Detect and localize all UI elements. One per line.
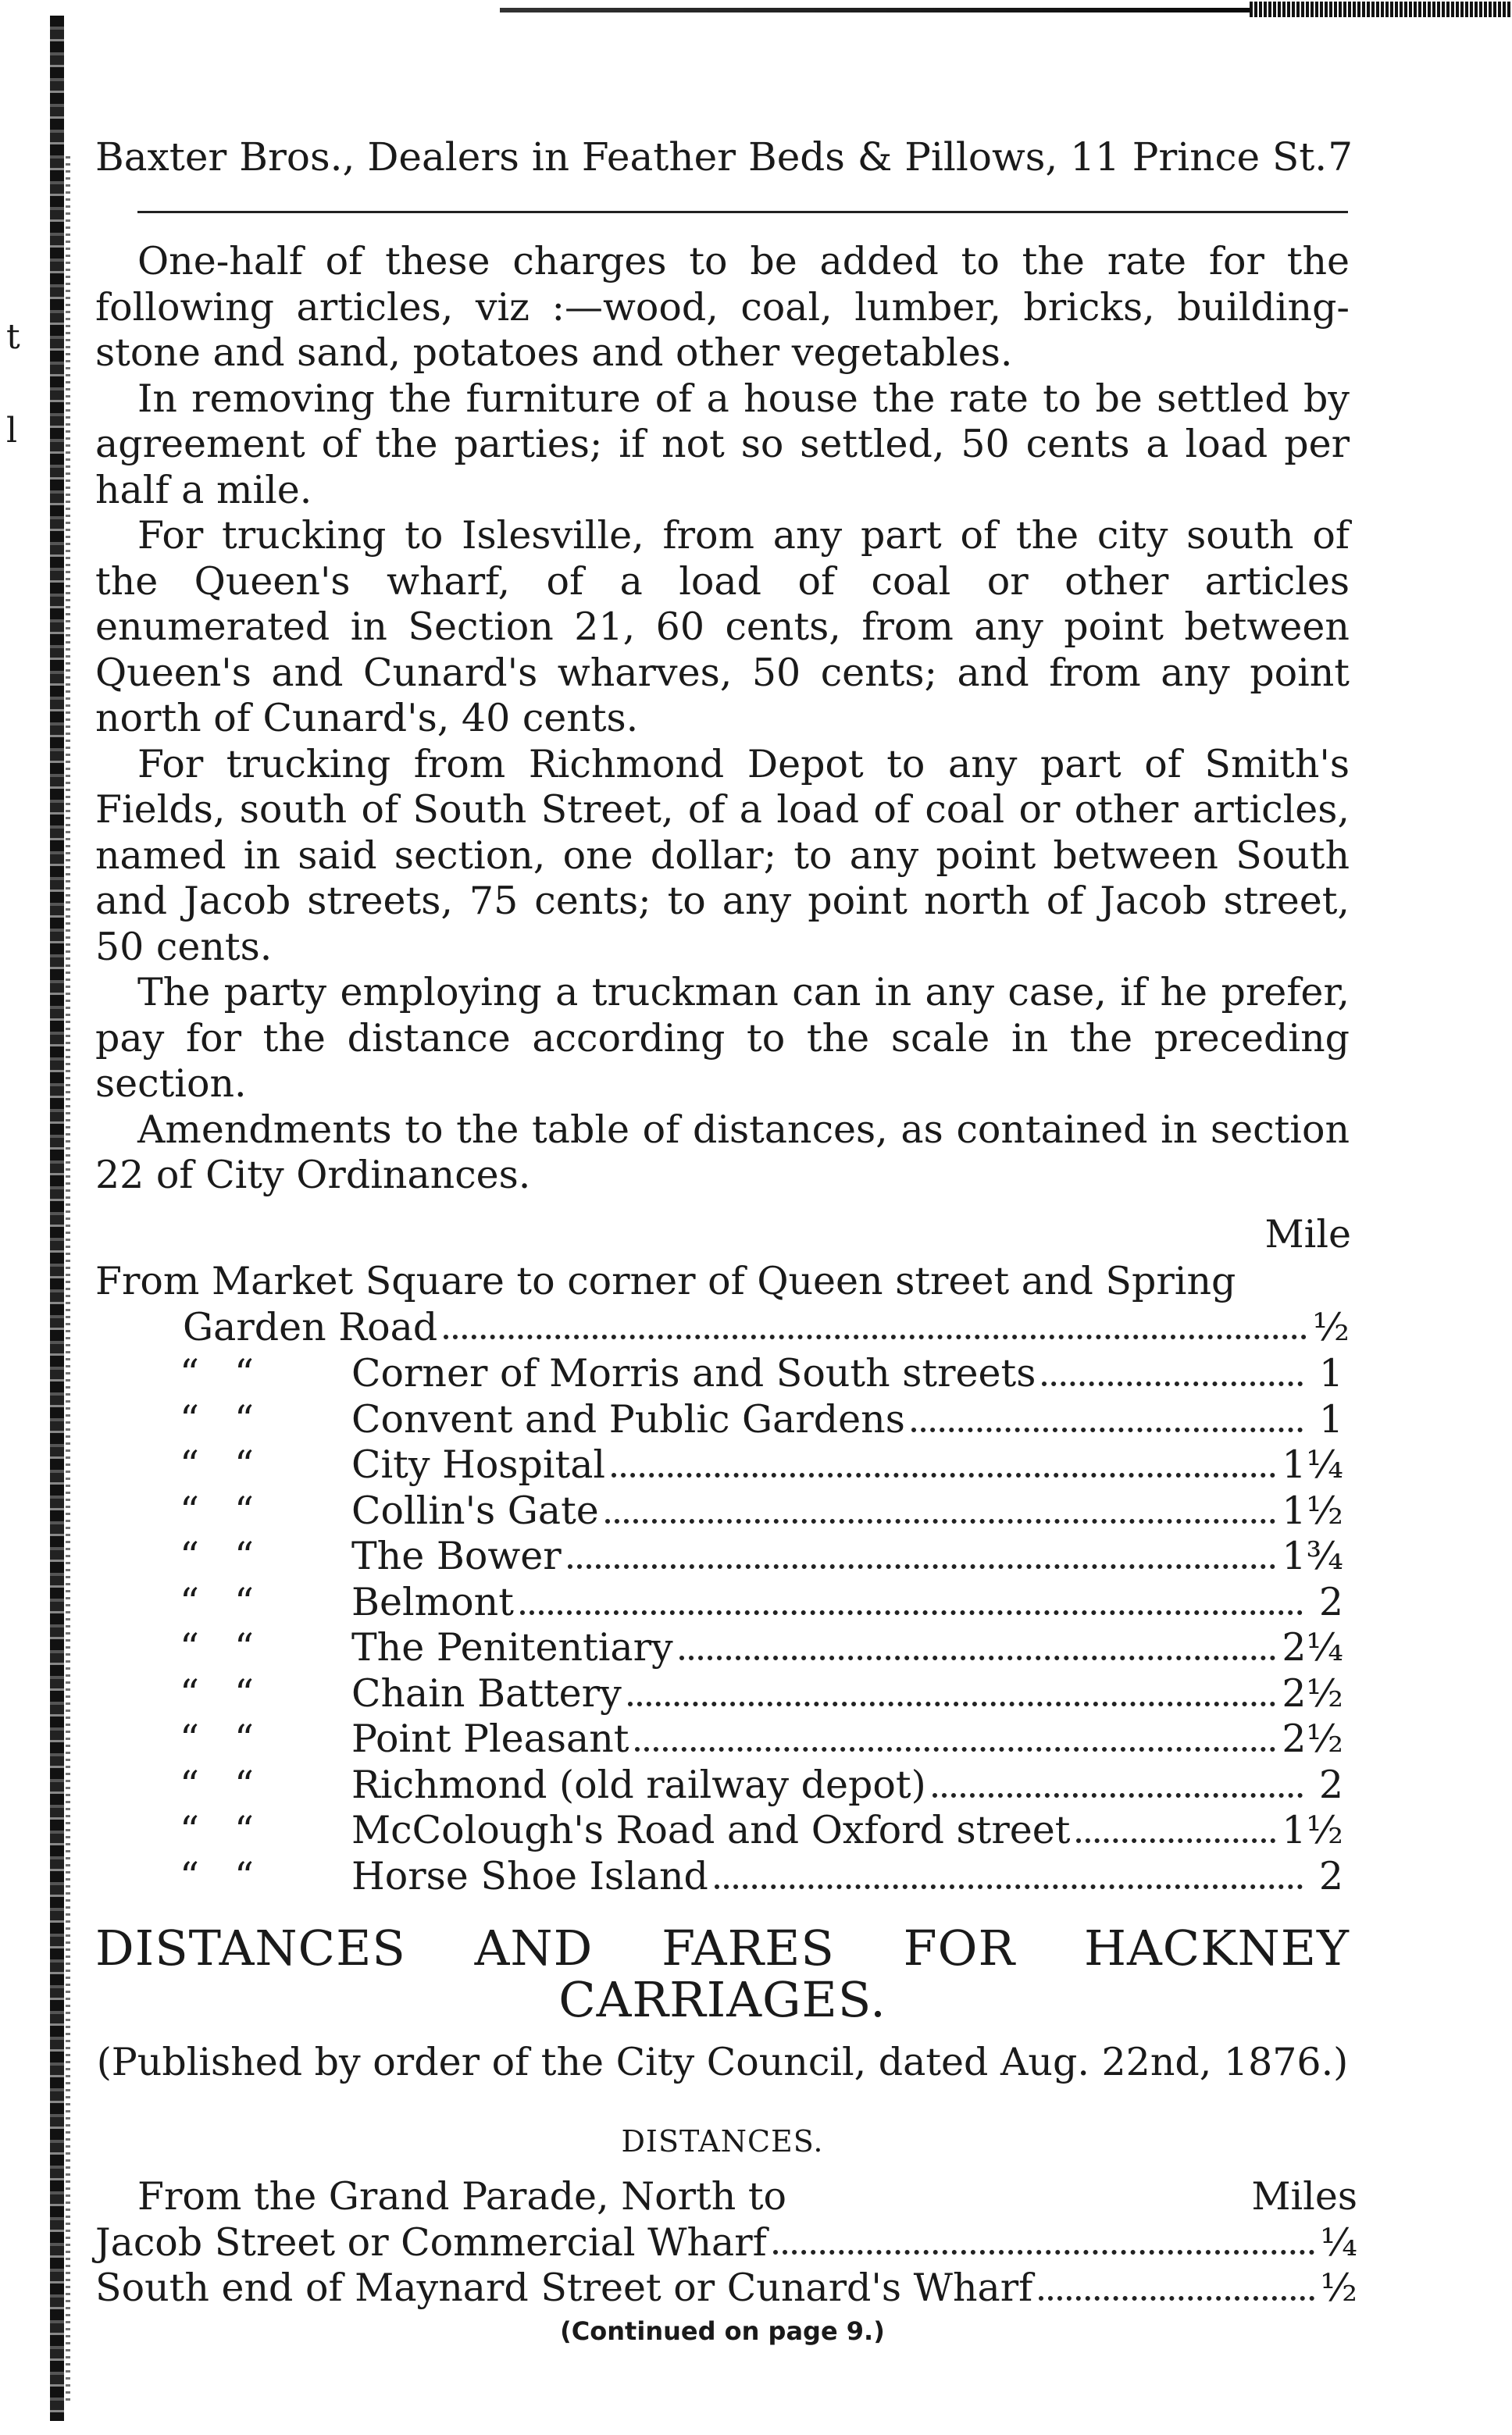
ditto-mark: “ (234, 1396, 255, 1442)
paragraph: In removing the furniture of a house the rate to be settled by agreement of the parties; if not so settled, 50 cents a load per half a mile. (95, 376, 1350, 512)
section-title (95, 1920, 1350, 2028)
distance-place: Corner of Morris and South streets (351, 1351, 1036, 1396)
dot-leader (628, 1702, 1276, 1706)
distance-entry-line1: From Market Square to corner of Queen street and Spring (95, 1259, 1236, 1303)
dot-leader (1039, 2266, 1314, 2301)
title-word: AND (474, 1920, 594, 1977)
paragraph: For trucking from Richmond Depot to any part of Smith's Fields, south of South Street, of a load of coal or other articles, named in said section, one dollar; to any point between South and Jacob streets, 75 cents; to any point north of Jacob street, 50 cents. (95, 741, 1350, 969)
distance-entry-line2: Garden Road (183, 1304, 438, 1349)
ditto-mark: “ (234, 1670, 255, 1716)
grand-parade-heading: From the Grand Parade, North to (137, 2174, 787, 2219)
ditto-mark: “ (234, 1853, 255, 1898)
table-row (180, 1397, 1343, 1443)
distance-place: Richmond (old railway depot) (351, 1762, 926, 1807)
body-text (95, 239, 1350, 1199)
ditto-mark: “ (180, 1579, 200, 1624)
table-row (180, 1671, 1343, 1717)
distance-place: Collin's Gate (351, 1488, 599, 1533)
paragraph: Amendments to the table of distances, as contained in section 22 of City Ordinances. (95, 1107, 1350, 1197)
distances-heading: DISTANCES. (621, 2124, 824, 2159)
distance-value: 2½ (1282, 1717, 1343, 1761)
title-word: DISTANCES (95, 1920, 406, 1977)
header-title: Baxter Bros., Dealers in Feather Beds & Pillows, 11 Prince St. (95, 134, 1328, 180)
dot-leader (1042, 1381, 1303, 1386)
page-binding-shadow (66, 156, 70, 2405)
ditto-mark: “ (234, 1625, 255, 1670)
grand-parade-place: Jacob Street or Commercial Wharf (95, 2219, 767, 2265)
ditto-mark: “ (180, 1853, 200, 1898)
dot-leader (911, 1428, 1303, 1432)
ditto-mark: “ (180, 1808, 200, 1852)
grand-parade-place: South end of Maynard Street or Cunard's Wharf (95, 2266, 1033, 2310)
page-binding-edge (50, 16, 64, 2421)
paragraph: For trucking to Islesville, from any part of the city south of the Queen's wharf, of a load of coal or other articles enumerated in Section 21, 60 cents, from any point between Queen's and Cunard's wharves, 50 cents; and from any point north of Cunard's, 40 cents. (95, 513, 1350, 740)
dot-leader (773, 2220, 1314, 2255)
distance-place: McColough's Road and Oxford street (351, 1808, 1071, 1852)
distance-place: Horse Shoe Island (351, 1853, 708, 1898)
dot-leader (635, 1747, 1275, 1752)
distance-value: 1¼ (1282, 1442, 1343, 1487)
distance-value: ½ (1312, 1304, 1350, 1349)
paragraph: One-half of these charges to be added to the rate for the following articles, viz :—wood, coal, lumber, bricks, building-stone and sand, potatoes and other vegetables. (95, 239, 1350, 375)
ditto-mark: “ (180, 1442, 200, 1487)
continued-note: (Continued on page 9.) (560, 2316, 885, 2346)
table-row (180, 1717, 1343, 1763)
ditto-mark: “ (180, 1488, 200, 1533)
title-word: FARES (662, 1920, 835, 1977)
ditto-mark: “ (234, 1762, 255, 1807)
distance-place: Convent and Public Gardens (351, 1396, 905, 1442)
distance-value: 1½ (1282, 1488, 1343, 1533)
table-row (180, 1854, 1343, 1900)
ditto-mark: “ (234, 1534, 255, 1578)
ditto-mark: “ (180, 1625, 200, 1670)
ditto-mark: “ (234, 1579, 255, 1624)
distance-table (180, 1351, 1343, 1899)
distance-place: The Penitentiary (351, 1625, 673, 1670)
dot-leader (605, 1519, 1276, 1524)
page-number: 7 (1328, 134, 1353, 180)
margin-mark: l (6, 411, 18, 451)
dot-leader (933, 1793, 1303, 1798)
ditto-mark: “ (180, 1396, 200, 1442)
distance-value: 2½ (1282, 1670, 1343, 1716)
dot-leader (679, 1656, 1276, 1660)
ditto-mark: “ (234, 1717, 255, 1761)
paragraph: The party employing a truckman can in any case, if he prefer, pay for the distance according to the scale in the preceding section. (95, 970, 1350, 1106)
dot-leader (520, 1610, 1303, 1615)
table-row (180, 1488, 1343, 1535)
table-row (180, 1580, 1343, 1626)
dot-leader (568, 1564, 1276, 1569)
ditto-mark: “ (180, 1717, 200, 1761)
ditto-mark: “ (180, 1670, 200, 1716)
grand-parade-value: ½ (1320, 2266, 1357, 2310)
miles-column-header: Miles (1251, 2174, 1357, 2219)
running-header (95, 134, 1353, 197)
distance-place: Belmont (351, 1579, 514, 1624)
distance-value: 2 (1318, 1579, 1343, 1624)
ditto-mark: “ (180, 1351, 200, 1396)
dot-leader (612, 1473, 1275, 1478)
title-word: FOR (903, 1920, 1016, 1977)
distance-value: 1½ (1282, 1808, 1343, 1852)
mile-column-header: Mile (1264, 1212, 1351, 1257)
dot-leader (444, 1305, 1306, 1340)
published-note: (Published by order of the City Council, dated Aug. 22nd, 1876.) (96, 2040, 1349, 2084)
header-rule (137, 211, 1348, 213)
ditto-mark: “ (180, 1762, 200, 1807)
ditto-mark: “ (234, 1442, 255, 1487)
ditto-mark: “ (234, 1351, 255, 1396)
dot-leader (1076, 1838, 1275, 1843)
dot-leader (715, 1884, 1303, 1889)
distance-value: 2¼ (1282, 1625, 1343, 1670)
distance-first-entry (95, 1259, 1350, 1350)
margin-mark: t (6, 317, 20, 357)
distance-value: 1 (1318, 1396, 1343, 1442)
table-row (180, 1534, 1343, 1580)
grand-parade-table (95, 2174, 1357, 2312)
distance-place: Point Pleasant (351, 1717, 629, 1761)
grand-parade-value: ¼ (1320, 2219, 1357, 2265)
distance-place: City Hospital (351, 1442, 606, 1487)
table-row (180, 1808, 1343, 1854)
distance-value: 2 (1318, 1762, 1343, 1807)
title-word: HACKNEY (1083, 1920, 1350, 1977)
ditto-mark: “ (234, 1808, 255, 1852)
table-row (180, 1351, 1343, 1397)
table-row (180, 1442, 1343, 1488)
title-line2: CARRIAGES. (558, 1971, 886, 2028)
table-row (180, 1625, 1343, 1671)
distance-place: Chain Battery (351, 1670, 622, 1716)
ditto-mark: “ (234, 1488, 255, 1533)
table-row (180, 1763, 1343, 1809)
ditto-mark: “ (180, 1534, 200, 1578)
distance-value: 1 (1318, 1351, 1343, 1396)
distance-place: The Bower (351, 1534, 562, 1578)
top-border-scan-noise (1250, 2, 1512, 17)
distance-value: 2 (1318, 1853, 1343, 1898)
distance-value: 1¾ (1282, 1534, 1343, 1578)
